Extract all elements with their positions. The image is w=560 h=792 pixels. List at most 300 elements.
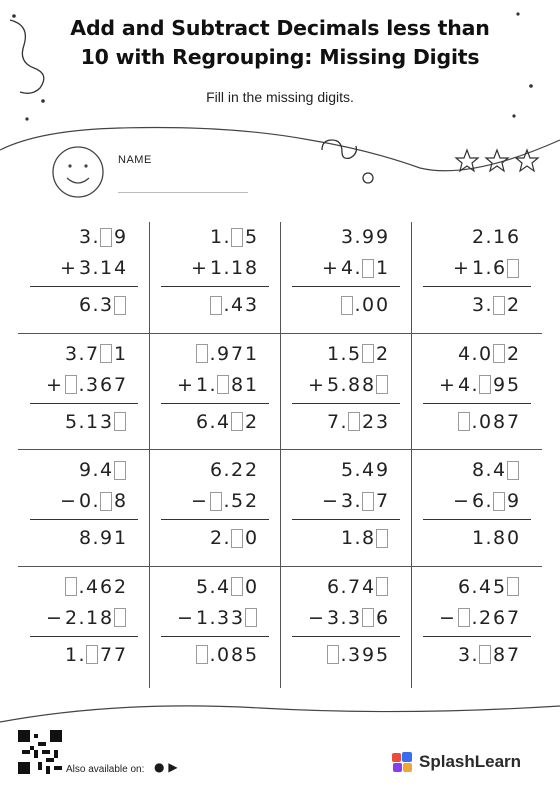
answer-number bbox=[195, 409, 258, 435]
digit: 0 bbox=[478, 342, 492, 365]
digit: 1 bbox=[195, 373, 209, 396]
decimal-point: . bbox=[340, 606, 347, 629]
digit: 3 bbox=[471, 294, 485, 316]
minus-sign: − bbox=[60, 490, 76, 512]
digit: 6 bbox=[326, 575, 340, 598]
top-number bbox=[340, 224, 389, 250]
digit: 3 bbox=[340, 490, 354, 512]
bottom-number bbox=[191, 255, 258, 281]
decimal-point: . bbox=[92, 294, 99, 316]
digit: 4 bbox=[85, 575, 99, 598]
digit: 6 bbox=[492, 606, 506, 629]
digit: 7 bbox=[230, 342, 244, 365]
digit: 1 bbox=[209, 226, 223, 248]
answer-line bbox=[423, 403, 531, 404]
digit: 3 bbox=[99, 410, 113, 433]
problem-15 bbox=[280, 572, 411, 688]
digit: 1 bbox=[85, 410, 99, 433]
missing-digit-box[interactable] bbox=[362, 492, 374, 511]
footer-wave-line bbox=[0, 700, 560, 740]
digit: 8 bbox=[78, 527, 92, 549]
splashlearn-logo bbox=[390, 750, 521, 774]
problem-4 bbox=[411, 222, 542, 338]
digit: 8 bbox=[347, 373, 361, 396]
decimal-point: . bbox=[92, 226, 99, 248]
bottom-number bbox=[46, 372, 127, 398]
digit: 7 bbox=[506, 606, 520, 629]
decimal-point: . bbox=[471, 342, 478, 365]
problem-8 bbox=[411, 339, 542, 455]
answer-line bbox=[30, 519, 138, 520]
digit: 5 bbox=[195, 575, 209, 598]
digit: 1 bbox=[340, 527, 354, 549]
plus-sign: + bbox=[46, 373, 62, 396]
missing-digit-box[interactable] bbox=[458, 412, 470, 431]
minus-sign: − bbox=[439, 606, 455, 629]
missing-digit-box[interactable] bbox=[100, 344, 112, 363]
missing-digit-box[interactable] bbox=[376, 529, 388, 548]
plus-sign: + bbox=[453, 257, 469, 279]
digit: 8 bbox=[230, 643, 244, 666]
digit: 6 bbox=[99, 575, 113, 598]
missing-digit-box[interactable] bbox=[65, 577, 77, 596]
digit: 9 bbox=[361, 226, 375, 248]
bottom-number bbox=[308, 372, 389, 398]
digit: 1 bbox=[471, 527, 485, 549]
digit: 1 bbox=[244, 342, 258, 365]
missing-digit-box[interactable] bbox=[327, 645, 339, 664]
answer-line bbox=[292, 519, 400, 520]
decimal-point: . bbox=[485, 257, 492, 279]
problems-grid bbox=[18, 222, 542, 688]
decimal-point: . bbox=[485, 226, 492, 248]
digit: 5 bbox=[64, 410, 78, 433]
digit: 1 bbox=[85, 606, 99, 629]
digit: 0 bbox=[506, 527, 520, 549]
missing-digit-box[interactable] bbox=[376, 375, 388, 394]
bottom-number bbox=[308, 605, 389, 631]
digit: 2 bbox=[113, 575, 127, 598]
digit: 5 bbox=[375, 643, 389, 666]
name-input-line[interactable] bbox=[118, 192, 248, 193]
missing-digit-box[interactable] bbox=[507, 577, 519, 596]
decimal-point: . bbox=[471, 373, 478, 396]
missing-digit-box[interactable] bbox=[196, 645, 208, 664]
missing-digit-box[interactable] bbox=[245, 608, 257, 627]
answer-line bbox=[161, 403, 269, 404]
missing-digit-box[interactable] bbox=[231, 412, 243, 431]
title-line-1: Add and Subtract Decimals less than bbox=[70, 16, 490, 40]
answer-number bbox=[457, 642, 520, 668]
digit: 0 bbox=[361, 294, 375, 316]
digit: 3 bbox=[244, 294, 258, 316]
answer-number bbox=[471, 292, 520, 318]
digit: 5 bbox=[506, 373, 520, 396]
decimal-point: . bbox=[78, 410, 85, 433]
missing-digit-box[interactable] bbox=[100, 228, 112, 247]
digit: 1 bbox=[375, 257, 389, 279]
answer-line bbox=[423, 286, 531, 287]
decimal-point: . bbox=[92, 490, 99, 512]
digit: 5 bbox=[244, 226, 258, 248]
answer-line bbox=[30, 636, 138, 637]
missing-digit-box[interactable] bbox=[210, 296, 222, 315]
digit: 2 bbox=[471, 226, 485, 248]
answer-line bbox=[161, 636, 269, 637]
missing-digit-box[interactable] bbox=[100, 492, 112, 511]
top-number bbox=[326, 574, 389, 600]
missing-digit-box[interactable] bbox=[65, 375, 77, 394]
missing-digit-box[interactable] bbox=[114, 296, 126, 315]
digit: 9 bbox=[492, 373, 506, 396]
digit: 3 bbox=[78, 226, 92, 248]
digit: 8 bbox=[113, 490, 127, 512]
missing-digit-box[interactable] bbox=[86, 645, 98, 664]
problem-13 bbox=[18, 572, 149, 688]
digit: 4 bbox=[99, 459, 113, 481]
decimal-point: . bbox=[78, 342, 85, 365]
digit: 1 bbox=[471, 257, 485, 279]
missing-digit-box[interactable] bbox=[114, 608, 126, 627]
decimal-point: . bbox=[354, 226, 361, 248]
play-store-icon[interactable]: ▶ bbox=[168, 760, 178, 774]
digit: 0 bbox=[216, 643, 230, 666]
decimal-point: . bbox=[223, 294, 230, 316]
digit: 4 bbox=[457, 373, 471, 396]
answer-number bbox=[209, 292, 258, 318]
digit: 3 bbox=[375, 410, 389, 433]
digit: 0 bbox=[78, 490, 92, 512]
smiley-face-icon bbox=[53, 147, 103, 197]
decimal-point: . bbox=[485, 490, 492, 512]
title-line-2: 10 with Regrouping: Missing Digits bbox=[80, 45, 480, 69]
digit: 1 bbox=[230, 257, 244, 279]
decimal-point: . bbox=[340, 643, 347, 666]
digit: 1 bbox=[326, 342, 340, 365]
digit: 8 bbox=[361, 373, 375, 396]
digit: 6 bbox=[195, 410, 209, 433]
decimal-point: . bbox=[485, 294, 492, 316]
missing-digit-box[interactable] bbox=[493, 296, 505, 315]
digit: 5 bbox=[492, 575, 506, 598]
minus-sign: − bbox=[308, 606, 324, 629]
digit: 3 bbox=[78, 257, 92, 279]
digit: 4 bbox=[113, 257, 127, 279]
top-number bbox=[326, 341, 389, 367]
decimal-point: . bbox=[485, 527, 492, 549]
missing-digit-box[interactable] bbox=[493, 492, 505, 511]
digit: 3 bbox=[326, 606, 340, 629]
decimal-point: . bbox=[223, 459, 230, 481]
digit: 8 bbox=[99, 606, 113, 629]
plus-sign: + bbox=[177, 373, 193, 396]
digit: 4 bbox=[457, 342, 471, 365]
minus-sign: − bbox=[177, 606, 193, 629]
decimal-point: . bbox=[209, 342, 216, 365]
missing-digit-box[interactable] bbox=[114, 412, 126, 431]
decimal-point: . bbox=[78, 606, 85, 629]
missing-digit-box[interactable] bbox=[458, 608, 470, 627]
digit: 2 bbox=[64, 606, 78, 629]
brand-name: SplashLearn bbox=[419, 752, 522, 771]
problem-12 bbox=[411, 455, 542, 571]
problem-9 bbox=[18, 455, 149, 571]
decimal-point: . bbox=[340, 373, 347, 396]
decimal-point: . bbox=[471, 606, 478, 629]
top-number bbox=[457, 341, 520, 367]
digit: 1 bbox=[195, 606, 209, 629]
digit: 9 bbox=[375, 226, 389, 248]
digit: 0 bbox=[478, 410, 492, 433]
answer-number bbox=[326, 409, 389, 435]
digit: 7 bbox=[375, 490, 389, 512]
bottom-number bbox=[177, 372, 258, 398]
digit: 2 bbox=[209, 527, 223, 549]
decimal-point: . bbox=[92, 527, 99, 549]
digit: 9 bbox=[361, 643, 375, 666]
digit: 4 bbox=[216, 575, 230, 598]
top-number bbox=[457, 574, 520, 600]
top-number bbox=[64, 341, 127, 367]
digit: 2 bbox=[244, 410, 258, 433]
answer-number bbox=[78, 292, 127, 318]
digit: 7 bbox=[326, 410, 340, 433]
digit: 3 bbox=[85, 373, 99, 396]
digit: 6 bbox=[492, 257, 506, 279]
missing-digit-box[interactable] bbox=[196, 344, 208, 363]
problem-16 bbox=[411, 572, 542, 688]
digit: 7 bbox=[347, 575, 361, 598]
answer-number bbox=[64, 409, 127, 435]
digit: 7 bbox=[85, 342, 99, 365]
digit: 9 bbox=[506, 490, 520, 512]
missing-digit-box[interactable] bbox=[210, 492, 222, 511]
digit: 1 bbox=[113, 527, 127, 549]
answer-number bbox=[457, 409, 520, 435]
digit: 6 bbox=[209, 459, 223, 481]
minus-sign: − bbox=[453, 490, 469, 512]
decimal-point: . bbox=[209, 373, 216, 396]
digit: 6 bbox=[506, 226, 520, 248]
answer-line bbox=[292, 636, 400, 637]
missing-digit-box[interactable] bbox=[507, 461, 519, 480]
top-number bbox=[471, 224, 520, 250]
digit: 4 bbox=[492, 459, 506, 481]
digit: 5 bbox=[230, 490, 244, 512]
answer-number bbox=[195, 642, 258, 668]
digit: 2 bbox=[230, 459, 244, 481]
digit: 3 bbox=[347, 606, 361, 629]
digit: 3 bbox=[340, 226, 354, 248]
digit: 8 bbox=[492, 527, 506, 549]
top-number bbox=[64, 574, 127, 600]
digit: 4 bbox=[340, 257, 354, 279]
bottom-number bbox=[439, 605, 520, 631]
worksheet-title bbox=[0, 14, 560, 72]
digit: 1 bbox=[209, 257, 223, 279]
digit: 2 bbox=[361, 410, 375, 433]
digit: 8 bbox=[230, 373, 244, 396]
digit: 6 bbox=[471, 490, 485, 512]
top-number bbox=[340, 457, 389, 483]
missing-digit-box[interactable] bbox=[114, 461, 126, 480]
decimal-point: . bbox=[354, 527, 361, 549]
digit: 6 bbox=[99, 373, 113, 396]
missing-digit-box[interactable] bbox=[507, 259, 519, 278]
top-number bbox=[209, 457, 258, 483]
bottom-number bbox=[322, 488, 389, 514]
decimal-point: . bbox=[223, 226, 230, 248]
decimal-point: . bbox=[209, 643, 216, 666]
digit: 4 bbox=[361, 575, 375, 598]
answer-number bbox=[78, 525, 127, 551]
top-number bbox=[471, 457, 520, 483]
missing-digit-box[interactable] bbox=[362, 608, 374, 627]
digit: 8 bbox=[244, 257, 258, 279]
missing-digit-box[interactable] bbox=[231, 228, 243, 247]
digit: 3 bbox=[457, 643, 471, 666]
digit: 7 bbox=[506, 643, 520, 666]
digit: 8 bbox=[492, 410, 506, 433]
digit: 9 bbox=[99, 527, 113, 549]
decimal-point: . bbox=[78, 643, 85, 666]
digit: 3 bbox=[347, 643, 361, 666]
plus-sign: + bbox=[308, 373, 324, 396]
missing-digit-box[interactable] bbox=[348, 412, 360, 431]
digit: 2 bbox=[244, 459, 258, 481]
answer-line bbox=[292, 286, 400, 287]
digit: 9 bbox=[78, 459, 92, 481]
digit: 7 bbox=[99, 643, 113, 666]
decimal-point: . bbox=[471, 643, 478, 666]
problem-5 bbox=[18, 339, 149, 455]
digit: 1 bbox=[244, 373, 258, 396]
problem-11 bbox=[280, 455, 411, 571]
digit: 8 bbox=[361, 527, 375, 549]
decimal-point: . bbox=[209, 606, 216, 629]
digit: 9 bbox=[375, 459, 389, 481]
answer-line bbox=[423, 519, 531, 520]
digit: 4 bbox=[216, 410, 230, 433]
decimal-point: . bbox=[354, 459, 361, 481]
bottom-number bbox=[453, 255, 520, 281]
decimal-point: . bbox=[354, 294, 361, 316]
bottom-number bbox=[453, 488, 520, 514]
missing-digit-box[interactable] bbox=[341, 296, 353, 315]
digit: 1 bbox=[99, 257, 113, 279]
also-available-text: Also available on: bbox=[66, 764, 145, 775]
top-number bbox=[195, 574, 258, 600]
stars-icon bbox=[456, 150, 538, 171]
bottom-number bbox=[177, 605, 258, 631]
problem-6 bbox=[149, 339, 280, 455]
digit: 9 bbox=[113, 226, 127, 248]
problem-1 bbox=[18, 222, 149, 338]
missing-digit-box[interactable] bbox=[217, 375, 229, 394]
top-number bbox=[195, 341, 258, 367]
answer-line bbox=[30, 286, 138, 287]
digit: 7 bbox=[113, 373, 127, 396]
top-number bbox=[209, 224, 258, 250]
answer-line bbox=[30, 403, 138, 404]
missing-digit-box[interactable] bbox=[479, 645, 491, 664]
apple-icon[interactable]: ● bbox=[154, 760, 165, 774]
digit: 0 bbox=[375, 294, 389, 316]
digit: 5 bbox=[340, 459, 354, 481]
decimal-point: . bbox=[340, 410, 347, 433]
digit: 9 bbox=[216, 342, 230, 365]
digit: 3 bbox=[230, 606, 244, 629]
missing-digit-box[interactable] bbox=[493, 344, 505, 363]
decimal-point: . bbox=[78, 575, 85, 598]
decimal-point: . bbox=[471, 410, 478, 433]
digit: 1 bbox=[492, 226, 506, 248]
digit: 1 bbox=[64, 643, 78, 666]
answer-line bbox=[161, 286, 269, 287]
instructions: Fill in the missing digits. bbox=[206, 89, 354, 105]
answer-line bbox=[161, 519, 269, 520]
decimal-point: . bbox=[209, 410, 216, 433]
plus-sign: + bbox=[322, 257, 338, 279]
digit: 0 bbox=[244, 575, 258, 598]
answer-number bbox=[340, 292, 389, 318]
digit: 3 bbox=[216, 606, 230, 629]
answer-number bbox=[340, 525, 389, 551]
header-wave-line bbox=[0, 128, 560, 171]
qr-code-icon bbox=[18, 730, 62, 774]
missing-digit-box[interactable] bbox=[376, 577, 388, 596]
decimal-point: . bbox=[354, 257, 361, 279]
digit: 5 bbox=[326, 373, 340, 396]
digit: 7 bbox=[506, 410, 520, 433]
digit: 8 bbox=[492, 643, 506, 666]
digit: 4 bbox=[361, 459, 375, 481]
bottom-number bbox=[439, 372, 520, 398]
bottom-number bbox=[191, 488, 258, 514]
decimal-point: . bbox=[485, 459, 492, 481]
decimal-point: . bbox=[78, 373, 85, 396]
minus-sign: − bbox=[322, 490, 338, 512]
answer-number bbox=[209, 525, 258, 551]
answer-number bbox=[326, 642, 389, 668]
bottom-number bbox=[60, 255, 127, 281]
missing-digit-box[interactable] bbox=[362, 259, 374, 278]
decimal-point: . bbox=[354, 490, 361, 512]
plus-sign: + bbox=[439, 373, 455, 396]
digit: 3 bbox=[99, 294, 113, 316]
missing-digit-box[interactable] bbox=[231, 577, 243, 596]
digit: 4 bbox=[230, 294, 244, 316]
missing-digit-box[interactable] bbox=[231, 529, 243, 548]
digit: 2 bbox=[478, 606, 492, 629]
digit: 7 bbox=[113, 643, 127, 666]
decimal-point: . bbox=[223, 257, 230, 279]
digit: 2 bbox=[506, 294, 520, 316]
bottom-number bbox=[60, 488, 127, 514]
bottom-number bbox=[46, 605, 127, 631]
digit: 5 bbox=[347, 342, 361, 365]
decimal-point: . bbox=[471, 575, 478, 598]
problem-7 bbox=[280, 339, 411, 455]
answer-line bbox=[423, 636, 531, 637]
name-label: NAME bbox=[118, 154, 152, 166]
decimal-point: . bbox=[340, 342, 347, 365]
store-icons bbox=[154, 760, 178, 774]
missing-digit-box[interactable] bbox=[362, 344, 374, 363]
plus-sign: + bbox=[191, 257, 207, 279]
problem-2 bbox=[149, 222, 280, 338]
missing-digit-box[interactable] bbox=[479, 375, 491, 394]
